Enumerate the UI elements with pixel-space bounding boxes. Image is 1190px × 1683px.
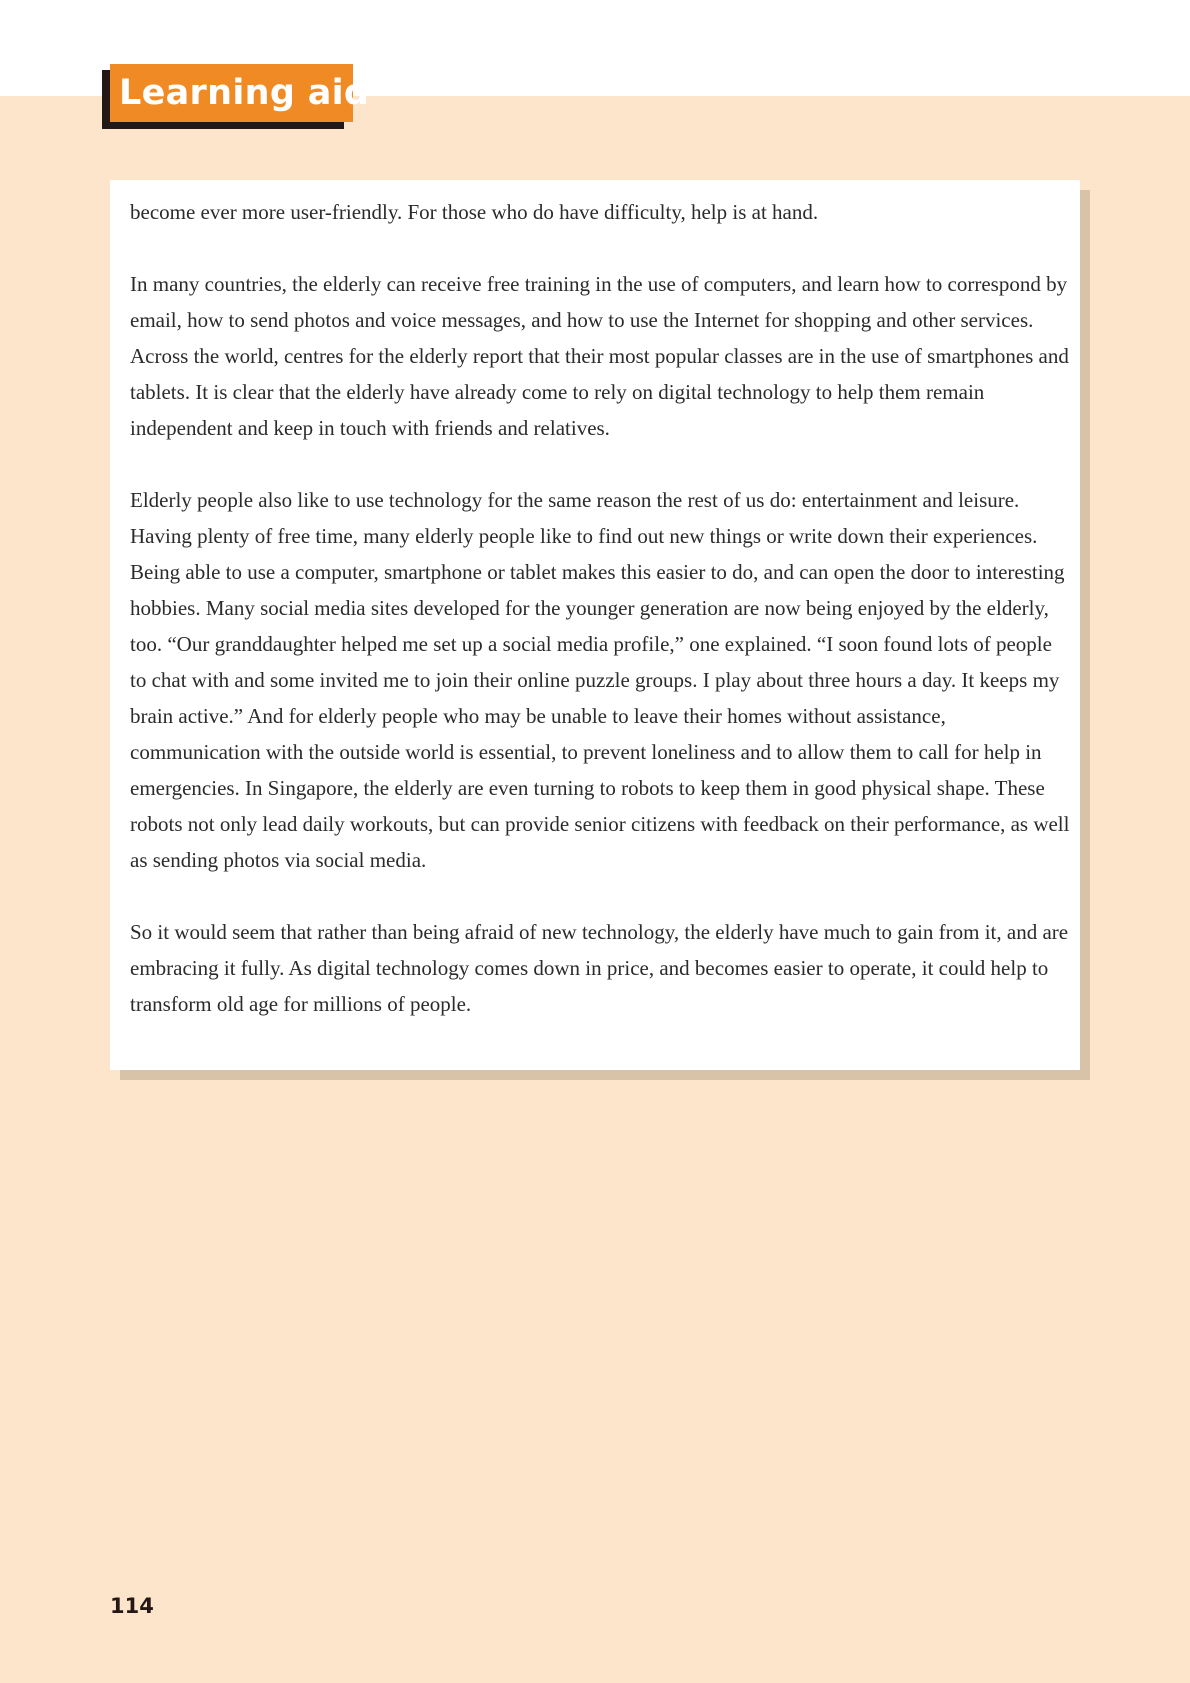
paragraph: So it would seem that rather than being afraid of new technology, the elderly have much to gain from it, and are embracing it fully. As digital technology comes down in price, and becomes easier to operate, it could help to transform old age for millions of people.: [130, 920, 1069, 1016]
article-text-box: [110, 180, 1080, 1070]
page-number: 114: [110, 1594, 154, 1618]
section-tab-learning-aid: Learning aid: [110, 64, 353, 122]
paragraph: become ever more user-friendly. For those who do have difficulty, help is at hand.: [130, 200, 819, 224]
paragraph: In many countries, the elderly can receive free training in the use of computers, and learn how to correspond by email, how to send photos and voice messages, and how to use the Internet for shopping and other services. Across the world, centres for the elderly report that their most popular classes are in the use of smartphones and tablets. It is clear that the elderly have already come to rely on digital technology to help them remain independent and keep in touch with friends and relatives.: [130, 272, 1069, 440]
paragraph: Elderly people also like to use technology for the same reason the rest of us do: entertainment and leisure. Having plenty of free time, many elderly people like to find out new things or write down their experiences. Being able to use a computer, smartphone or tablet makes this easier to do, and can open the door to interesting hobbies. Many social media sites developed for the younger generation are now being enjoyed by the elderly, too. “Our granddaughter helped me set up a social media profile,” one explained. “I soon found lots of people to chat with and some invited me to join their online puzzle groups. I play about three hours a day. It keeps my brain active.” And for elderly people who may be unable to leave their homes without assistance, communication with the outside world is essential, to prevent loneliness and to allow them to call for help in emergencies. In Singapore, the elderly are even turning to robots to keep them in good physical shape. These robots not only lead daily workouts, but can provide senior citizens with feedback on their performance, as well as sending photos via social media.: [130, 488, 1070, 872]
